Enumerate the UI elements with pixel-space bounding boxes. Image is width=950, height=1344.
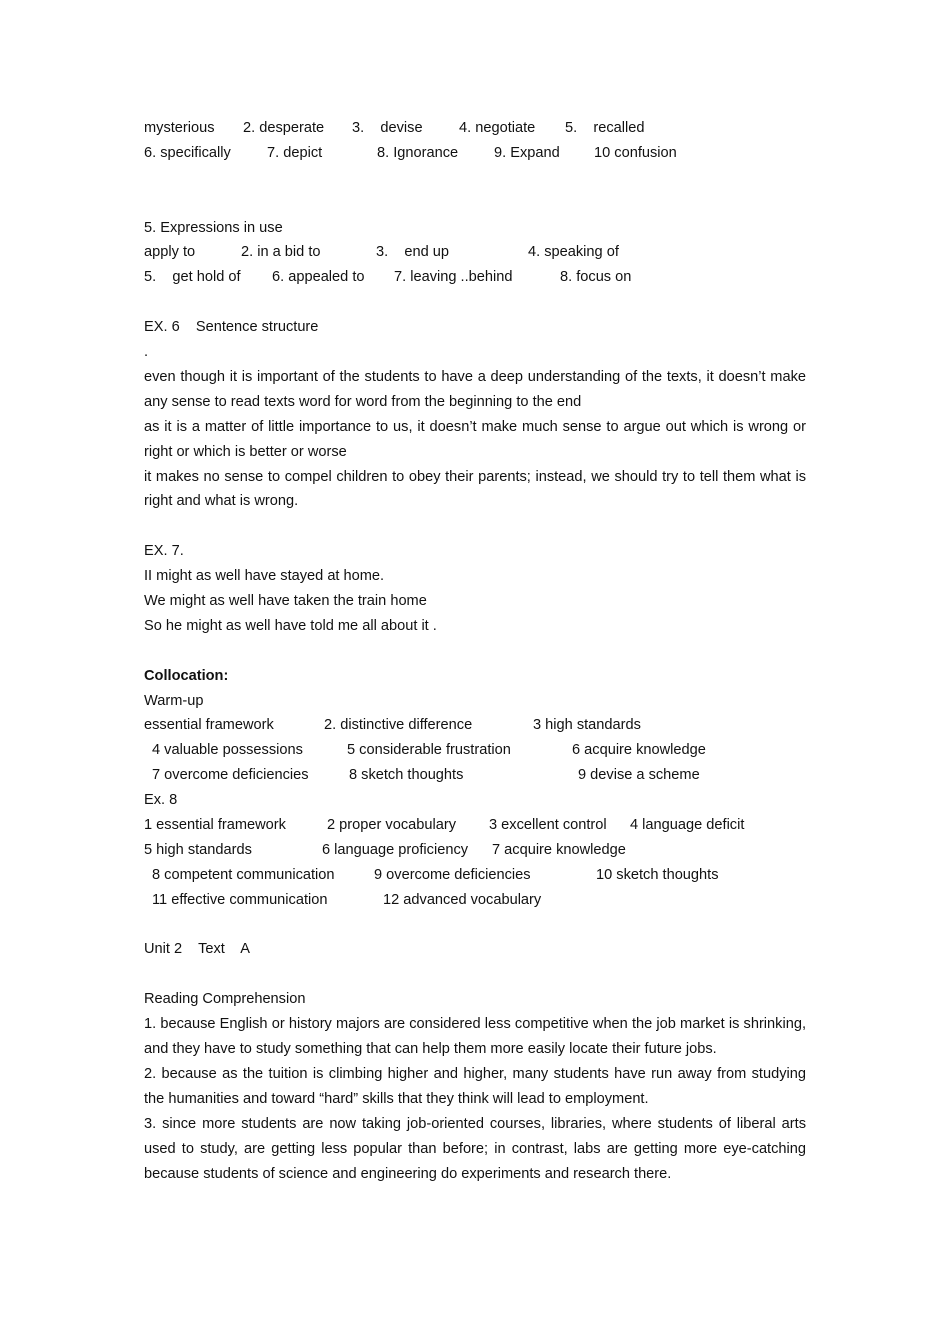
collocation-answer: 3 high standards xyxy=(533,717,641,734)
collocation-answer: 12 advanced vocabulary xyxy=(383,891,542,908)
vocab-answer: mysterious xyxy=(144,120,215,136)
ex6-sentence: as it is a matter of little importance to us, it doesn’t make much sense to argue out which is wrong or right or which is better or worse xyxy=(144,418,806,460)
collocation-answer: 6 acquire knowledge xyxy=(572,742,706,759)
stray-dot: . xyxy=(144,344,149,361)
collocation-answer: 7 overcome deficiencies xyxy=(152,767,309,784)
vocab-answer: 10 confusion xyxy=(594,144,677,161)
reading-answer: 3. since more students are now taking job-oriented courses, libraries, where students of liberal arts used to study, are getting less popular than before; in contrast, labs are getting more eye-catching because students of science and engineering do experiments and research there. xyxy=(144,1115,806,1182)
vocab-row-1 xyxy=(144,116,806,141)
collocation-answer: 1 essential framework xyxy=(144,817,286,834)
vocab-answer: 6. specifically xyxy=(144,144,231,161)
collocation-answer: 9 overcome deficiencies xyxy=(374,866,531,883)
expr-row-2 xyxy=(144,265,806,290)
expression-answer: apply to xyxy=(144,244,196,261)
collocation-answer: 11 effective communication xyxy=(152,891,328,908)
vocab-answer: 8. Ignorance xyxy=(377,144,459,161)
expr-row-1 xyxy=(144,240,806,265)
ex8-row-1 xyxy=(144,813,806,838)
expression-answer: 5. get hold of xyxy=(144,269,241,286)
expression-answer: 2. in a bid to xyxy=(241,244,321,261)
collocation-answer: 5 considerable frustration xyxy=(347,742,511,759)
warmup-row-2 xyxy=(144,738,806,763)
ex8-row-4 xyxy=(144,888,806,913)
collocation-answer: 3 excellent control xyxy=(489,817,607,834)
ex6-sentence: it makes no sense to compel children to obey their parents; instead, we should try to tell them what is right and what is wrong. xyxy=(144,468,806,510)
expression-answer: 3. end up xyxy=(376,244,450,261)
section-heading: EX. 6 Sentence structure xyxy=(144,319,319,336)
section-heading: Collocation: xyxy=(144,667,229,684)
reading-answer: 2. because as the tuition is climbing higher and higher, many students have run away from studying the humanities and toward “hard” skills that they think will lead to employment. xyxy=(144,1065,806,1107)
vocab-answer: 3. devise xyxy=(352,120,423,136)
warmup-row-3 xyxy=(144,763,806,788)
vocab-answer: 4. negotiate xyxy=(459,120,536,136)
unit-heading: Unit 2 Text A xyxy=(144,941,250,958)
expression-answer: 6. appealed to xyxy=(272,269,365,286)
expression-answer: 4. speaking of xyxy=(528,244,619,261)
expression-answer: 8. focus on xyxy=(560,269,632,286)
collocation-answer: 2. distinctive difference xyxy=(324,717,473,734)
subsection-heading: Ex. 8 xyxy=(144,792,178,809)
warmup-row-1 xyxy=(144,713,806,738)
collocation-answer: 8 sketch thoughts xyxy=(349,767,464,784)
collocation-answer: 7 acquire knowledge xyxy=(492,841,626,858)
section-heading: 5. Expressions in use xyxy=(144,219,283,236)
ex6-sentence: even though it is important of the students to have a deep understanding of the texts, it doesn’t make any sense to read texts word for word from the beginning to the end xyxy=(144,368,806,410)
vocab-row-2 xyxy=(144,141,806,166)
collocation-answer: 4 language deficit xyxy=(630,817,745,834)
vocab-answer: 9. Expand xyxy=(494,144,560,161)
collocation-answer: 9 devise a scheme xyxy=(578,767,700,784)
vocab-answer: 7. depict xyxy=(267,144,323,161)
reading-answer: 1. because English or history majors are considered less competitive when the job market is shrinking, and they have to study something that can help them more easily locate their future jobs. xyxy=(144,1016,806,1058)
section-heading: EX. 7. xyxy=(144,543,184,560)
ex8-row-2 xyxy=(144,838,806,863)
ex7-sentence: So he might as well have told me all about it . xyxy=(144,617,437,634)
collocation-answer: 6 language proficiency xyxy=(322,841,469,858)
collocation-answer: 5 high standards xyxy=(144,841,252,858)
collocation-answer: 8 competent communication xyxy=(152,866,335,883)
collocation-answer: essential framework xyxy=(144,717,274,734)
section-heading: Reading Comprehension xyxy=(144,991,306,1008)
subsection-heading: Warm-up xyxy=(144,692,204,709)
expression-answer: 7. leaving ..behind xyxy=(394,269,513,286)
collocation-answer: 10 sketch thoughts xyxy=(596,866,719,883)
collocation-answer: 2 proper vocabulary xyxy=(327,817,456,834)
document-body xyxy=(144,116,806,1187)
collocation-answer: 4 valuable possessions xyxy=(152,742,303,759)
vocab-answer: 5. recalled xyxy=(565,120,645,136)
ex8-row-3 xyxy=(144,863,806,888)
ex7-sentence: We might as well have taken the train home xyxy=(144,593,427,610)
ex7-sentence: II might as well have stayed at home. xyxy=(144,568,385,585)
vocab-answer: 2. desperate xyxy=(243,120,325,136)
